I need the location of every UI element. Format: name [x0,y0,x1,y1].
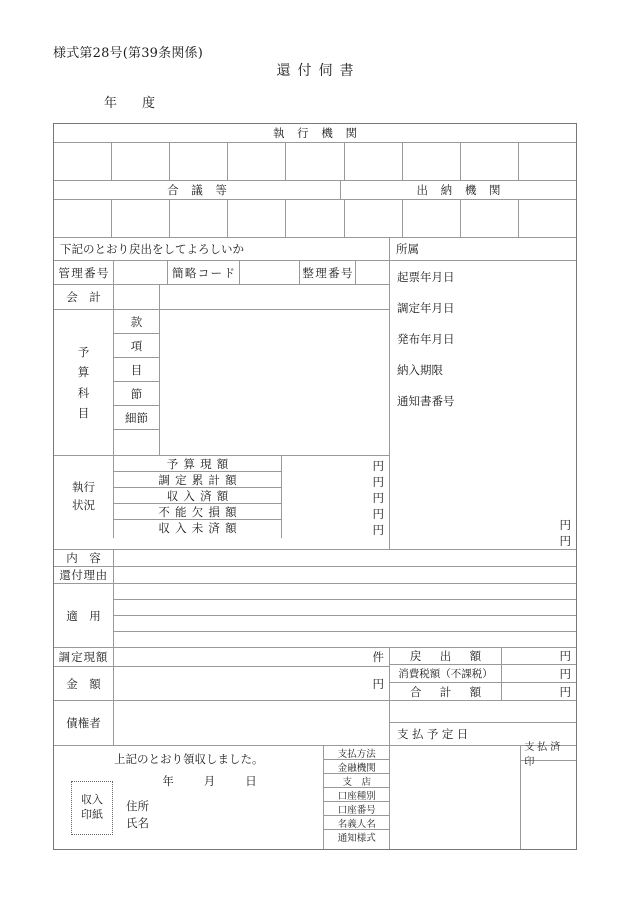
consult-treasury-band-row [54,181,576,200]
application-line[interactable] [114,616,576,632]
content-label: 内 容 [54,550,114,566]
assessed-amount-unit: 件 [372,650,384,664]
revenue-stamp-line: 印紙 [81,808,103,821]
form-number: 様式第28号(第39条関係) [53,46,204,61]
control-number-value[interactable] [114,261,168,284]
budget-item-ko: 項 [114,334,159,358]
seal-cell[interactable] [54,200,112,237]
main-body-row [54,238,576,550]
receipt-date-line[interactable]: 年 月 日 [162,774,260,788]
application-label: 適 用 [54,584,114,647]
payment-date-label: 支払予定日 [397,727,472,741]
exec-unit: 円 [372,475,384,489]
account-name[interactable] [160,285,389,309]
exec-agency-label: 執行機関 [273,126,370,140]
refund-reason-row [54,567,576,584]
receipt-statement: 上記のとおり領収しました。 [113,752,264,766]
budget-item-kan: 款 [114,310,159,334]
consumption-tax-unit: 円 [559,666,571,681]
seal-cell[interactable] [403,200,461,237]
revenue-stamp-box[interactable] [71,781,113,835]
affiliation-label: 所属 [396,242,419,256]
seal-cell[interactable] [170,143,228,180]
seal-cell[interactable] [461,200,519,237]
content-value[interactable] [114,550,576,566]
seal-cell[interactable] [228,143,286,180]
seal-cell[interactable] [403,143,461,180]
account-holder-label: 名義人名 [324,816,389,830]
consumption-tax-value[interactable] [502,665,576,682]
payment-field-labels [324,746,390,849]
issue-date-field[interactable]: 発布年月日 [397,331,455,346]
budget-label-char: 算 [77,365,90,380]
exec-unit: 円 [372,459,384,473]
financial-institution-label: 金融機関 [324,760,389,774]
amount-left-block [54,648,390,700]
assessed-amount-label: 調定現額 [54,648,114,666]
exec-agency-band-row [54,124,576,143]
budget-values-area[interactable] [160,310,389,455]
refund-reason-label: 還付理由 [54,567,114,583]
exec-item-received: 収入済額 [114,488,281,504]
document-title: 還付伺書 [276,63,361,79]
application-row [54,584,576,648]
exec-status-item-labels [114,456,282,538]
money-unit: 円 [372,676,384,691]
assessed-amount-value[interactable] [114,648,389,666]
payment-date-top-blank[interactable] [390,701,576,723]
refund-amount-unit: 円 [559,649,571,663]
application-line[interactable] [114,584,576,600]
right-unit: 円 [559,518,571,532]
approval-question-row [54,238,389,261]
seal-cell[interactable] [112,143,170,180]
refund-reason-value[interactable] [114,567,576,583]
creditor-row [54,701,576,746]
budget-item-saisetsu: 細節 [114,406,159,430]
right-column [390,238,576,549]
paid-stamp-area[interactable] [521,761,576,849]
application-line[interactable] [114,632,576,648]
seal-cell[interactable] [461,143,519,180]
total-amount-label: 合 計 額 [390,683,502,700]
account-label: 会 計 [54,285,114,309]
payee-identity [126,798,149,833]
account-code[interactable] [114,285,160,309]
seal-cell[interactable] [345,143,403,180]
total-amount-row [390,683,576,700]
budget-item-moku: 目 [114,358,159,382]
payment-method-label: 支払方法 [324,746,389,760]
right-unit: 円 [559,534,571,548]
revenue-stamp-line: 収入 [81,793,103,807]
affiliation-row [390,238,576,261]
budget-label-char: 科 [77,385,90,400]
money-label: 金 額 [54,667,114,700]
consult-treasury-seal-row [54,200,576,238]
amount-row [54,648,576,701]
budget-item-setsu: 節 [114,382,159,406]
seal-cell[interactable] [112,200,170,237]
budget-label-char: 目 [77,405,90,420]
exec-item-budget-current: 予算現額 [114,456,281,472]
budget-item-labels [114,310,160,455]
money-row [54,667,389,700]
address-label: 住所 [126,799,149,813]
account-type-label: 口座種別 [324,788,389,802]
content-row [54,550,576,567]
assessed-amount-row [54,648,389,667]
seal-cell[interactable] [54,143,112,180]
payment-field-values[interactable] [390,746,521,849]
application-line[interactable] [114,600,576,616]
budget-subject-row [54,310,389,456]
short-code-value[interactable] [240,261,300,284]
money-value[interactable] [114,667,389,700]
seal-cell[interactable] [228,200,286,237]
total-amount-value[interactable] [502,683,576,700]
exec-status-label [54,456,114,538]
refund-amount-value[interactable] [502,648,576,664]
seal-cell[interactable] [345,200,403,237]
seal-cell[interactable] [286,200,344,237]
exec-item-assessment-total: 調定累計額 [114,472,281,488]
draft-date-field[interactable]: 起票年月日 [397,269,455,284]
exec-status-label-line: 状況 [72,498,95,512]
receipt-left [54,746,324,849]
budget-subject-label [54,310,114,455]
exec-unit: 円 [372,523,384,537]
exec-status-values[interactable] [282,456,389,538]
receipt-row [54,742,576,849]
refund-amount-row [390,648,576,665]
exec-item-bad-debt: 不能欠損額 [114,504,281,520]
exec-item-outstanding: 収入未済額 [158,521,242,535]
name-label: 氏名 [126,816,149,831]
short-code-label: 簡略コード [168,261,240,284]
application-lines[interactable] [114,584,576,647]
exec-unit: 円 [372,507,384,521]
serial-number-value[interactable] [356,261,389,284]
account-row [54,285,389,310]
seal-cell[interactable] [519,143,576,180]
branch-label: 支 店 [324,774,389,788]
budget-item-extra[interactable] [114,430,159,454]
treasury-agency-label: 出納機関 [416,183,514,197]
payment-deadline-field[interactable]: 納入期限 [397,362,443,377]
total-amount-unit: 円 [559,684,571,699]
amount-right-block [390,648,576,700]
creditor-label: 債権者 [54,701,114,745]
consumption-tax-row [390,665,576,683]
notice-format-label: 通知様式 [337,833,376,844]
notice-number-field[interactable]: 通知書番号 [397,393,455,408]
seal-cell[interactable] [519,200,576,237]
form-frame [53,123,577,850]
control-number-label: 管理番号 [54,261,114,284]
approval-question: 下記のとおり戻出をしてよろしいか [60,242,244,256]
refund-amount-label: 戻 出 額 [390,648,502,664]
exec-status-label-line: 執行 [72,480,95,495]
fiscal-year-field: 年 度 [104,96,162,111]
creditor-block [54,701,390,745]
number-row [54,261,389,285]
left-column [54,238,390,549]
exec-status-row [54,456,389,538]
seal-cell[interactable] [286,143,344,180]
exec-unit: 円 [372,491,384,505]
exec-agency-seal-row [54,143,576,181]
serial-number-label: 整理番号 [300,261,356,284]
seal-cell[interactable] [170,200,228,237]
creditor-value[interactable] [114,701,389,745]
account-number-label: 口座番号 [324,802,389,816]
right-unit-column [390,416,576,549]
consultation-label: 合議等 [54,181,341,199]
paid-stamp-block [521,742,576,849]
paid-stamp-label: 支払済印 [521,746,576,761]
assessment-date-field[interactable]: 調定年月日 [397,300,455,315]
budget-label-char: 予 [77,345,90,360]
consumption-tax-label: 消費税額（不課税） [390,665,502,682]
